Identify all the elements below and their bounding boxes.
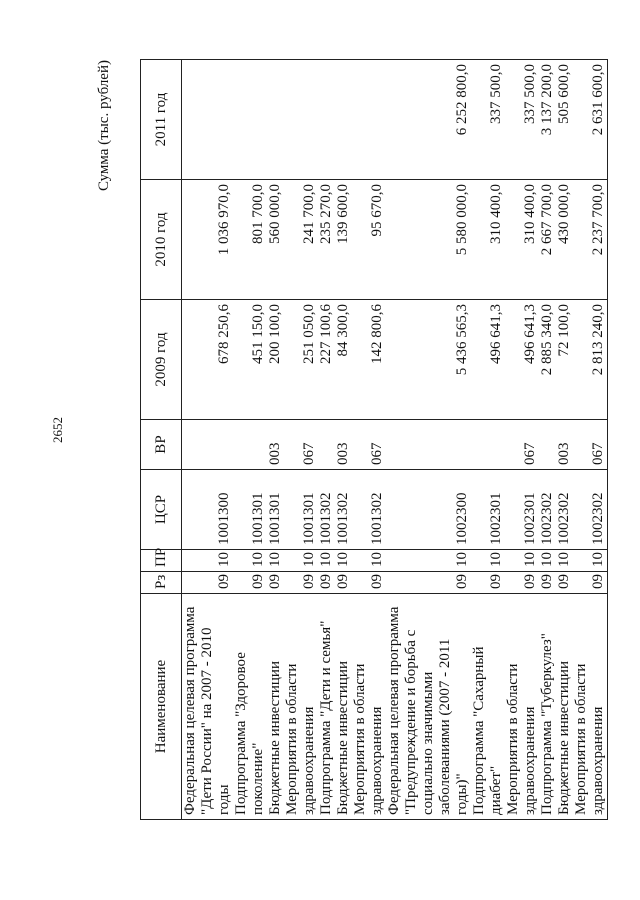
row-csr: 1001302: [335, 470, 352, 550]
row-2011: 505 600,0: [556, 60, 573, 180]
header-2010: 2010 год: [141, 180, 182, 300]
row-csr: 1001301: [267, 470, 284, 550]
header-2009: 2009 год: [141, 300, 182, 420]
row-csr: 1001302: [318, 470, 335, 550]
row-name: Бюджетные инвестиции: [267, 594, 284, 820]
header-csr: ЦСР: [141, 470, 182, 550]
row-2010: 430 000,0: [556, 180, 573, 300]
row-vr: [318, 420, 335, 470]
row-csr: 1002300: [386, 470, 471, 550]
row-pr: 10: [352, 550, 386, 572]
row-vr: [471, 420, 505, 470]
row-2009: 142 800,6: [352, 300, 386, 420]
header-name: Наименование: [141, 594, 182, 820]
row-pr: 10: [182, 550, 234, 572]
row-csr: 1002302: [539, 470, 556, 550]
row-2011: [284, 60, 318, 180]
row-rz: 09: [318, 572, 335, 594]
row-2011: 2 631 600,0: [573, 60, 608, 180]
row-2011: [233, 60, 267, 180]
row-rz: 09: [539, 572, 556, 594]
row-pr: 10: [335, 550, 352, 572]
row-pr: 10: [284, 550, 318, 572]
row-2009: 72 100,0: [556, 300, 573, 420]
row-vr: 003: [556, 420, 573, 470]
row-2011: [335, 60, 352, 180]
row-rz: 09: [386, 572, 471, 594]
row-2011: 337 500,0: [471, 60, 505, 180]
row-2011: 6 252 800,0: [386, 60, 471, 180]
row-vr: [539, 420, 556, 470]
row-name: Мероприятия в области здравоохранения: [284, 594, 318, 820]
table-row: [284, 60, 318, 820]
row-rz: 09: [352, 572, 386, 594]
row-vr: 067: [505, 420, 539, 470]
row-2010: 241 700,0: [284, 180, 318, 300]
table-row: [318, 60, 335, 820]
row-name: Подпрограмма "Туберкулез": [539, 594, 556, 820]
header-pr: ПР: [141, 550, 182, 572]
row-csr: 1001301: [233, 470, 267, 550]
row-csr: 1002302: [573, 470, 608, 550]
row-2011: [182, 60, 234, 180]
row-pr: 10: [386, 550, 471, 572]
row-name: Подпрограмма "Сахарный диабет": [471, 594, 505, 820]
row-2010: 139 600,0: [335, 180, 352, 300]
row-csr: 1002301: [505, 470, 539, 550]
row-2010: 310 400,0: [505, 180, 539, 300]
row-vr: [386, 420, 471, 470]
table-row: [505, 60, 539, 820]
row-vr: 003: [267, 420, 284, 470]
row-2009: 496 641,3: [471, 300, 505, 420]
row-name: Подпрограмма "Здоровое поколение": [233, 594, 267, 820]
row-2009: 2 885 340,0: [539, 300, 556, 420]
row-2009: 227 100,6: [318, 300, 335, 420]
row-rz: 09: [182, 572, 234, 594]
table-header-row: [141, 60, 182, 820]
row-2011: [352, 60, 386, 180]
row-rz: 09: [556, 572, 573, 594]
units-label: Сумма (тыс. рублей): [96, 60, 112, 192]
header-2011: 2011 год: [141, 60, 182, 180]
row-2010: 560 000,0: [267, 180, 284, 300]
row-vr: 067: [284, 420, 318, 470]
table-row: [267, 60, 284, 820]
row-2009: 251 050,0: [284, 300, 318, 420]
row-2009: 678 250,6: [182, 300, 234, 420]
row-vr: 067: [573, 420, 608, 470]
row-csr: 1002301: [471, 470, 505, 550]
row-name: Бюджетные инвестиции: [556, 594, 573, 820]
row-2011: 3 137 200,0: [539, 60, 556, 180]
row-pr: 10: [471, 550, 505, 572]
budget-table: [140, 59, 608, 820]
row-vr: [182, 420, 234, 470]
row-2010: 1 036 970,0: [182, 180, 234, 300]
table-row: [556, 60, 573, 820]
row-rz: 09: [267, 572, 284, 594]
row-name: Бюджетные инвестиции: [335, 594, 352, 820]
row-name: Мероприятия в области здравоохранения: [573, 594, 608, 820]
row-rz: 09: [573, 572, 608, 594]
row-pr: 10: [573, 550, 608, 572]
row-2009: 84 300,0: [335, 300, 352, 420]
row-2010: 5 580 000,0: [386, 180, 471, 300]
row-pr: 10: [539, 550, 556, 572]
row-name: Федеральная целевая программа "Предупреждение и борьба с социально значимыми заболеваниями (2007 - 2011 годы)": [386, 594, 471, 820]
row-2010: 2 667 700,0: [539, 180, 556, 300]
row-2010: 95 670,0: [352, 180, 386, 300]
rotated-table-container: [96, 60, 625, 820]
row-name: Подпрограмма "Дети и семья": [318, 594, 335, 820]
table-row: [539, 60, 556, 820]
row-pr: 10: [505, 550, 539, 572]
row-name: Федеральная целевая программа "Дети России" на 2007 - 2010 годы: [182, 594, 234, 820]
row-2011: [318, 60, 335, 180]
row-rz: 09: [284, 572, 318, 594]
table-row: [573, 60, 608, 820]
row-csr: 1001301: [284, 470, 318, 550]
table-row: [471, 60, 505, 820]
row-2010: 235 270,0: [318, 180, 335, 300]
header-vr: ВР: [141, 420, 182, 470]
table-row: [182, 60, 234, 820]
row-vr: [233, 420, 267, 470]
row-name: Мероприятия в области здравоохранения: [505, 594, 539, 820]
row-name: Мероприятия в области здравоохранения: [352, 594, 386, 820]
row-2009: 2 813 240,0: [573, 300, 608, 420]
row-2009: 451 150,0: [233, 300, 267, 420]
row-csr: 1002302: [556, 470, 573, 550]
row-vr: 067: [352, 420, 386, 470]
table-row: [352, 60, 386, 820]
row-pr: 10: [233, 550, 267, 572]
row-csr: 1001300: [182, 470, 234, 550]
row-rz: 09: [471, 572, 505, 594]
row-rz: 09: [233, 572, 267, 594]
row-2010: 801 700,0: [233, 180, 267, 300]
row-rz: 09: [505, 572, 539, 594]
row-2009: 5 436 565,3: [386, 300, 471, 420]
row-pr: 10: [556, 550, 573, 572]
page-number: 2652: [50, 417, 65, 443]
row-pr: 10: [267, 550, 284, 572]
row-2010: 310 400,0: [471, 180, 505, 300]
row-2010: 2 237 700,0: [573, 180, 608, 300]
header-rz: Рз: [141, 572, 182, 594]
table-row: [233, 60, 267, 820]
row-rz: 09: [335, 572, 352, 594]
row-2011: 337 500,0: [505, 60, 539, 180]
row-2011: [267, 60, 284, 180]
row-csr: 1001302: [352, 470, 386, 550]
row-2009: 496 641,3: [505, 300, 539, 420]
row-2009: 200 100,0: [267, 300, 284, 420]
table-row: [335, 60, 352, 820]
row-pr: 10: [318, 550, 335, 572]
row-vr: 003: [335, 420, 352, 470]
table-row: [386, 60, 471, 820]
table-body: [182, 60, 608, 820]
